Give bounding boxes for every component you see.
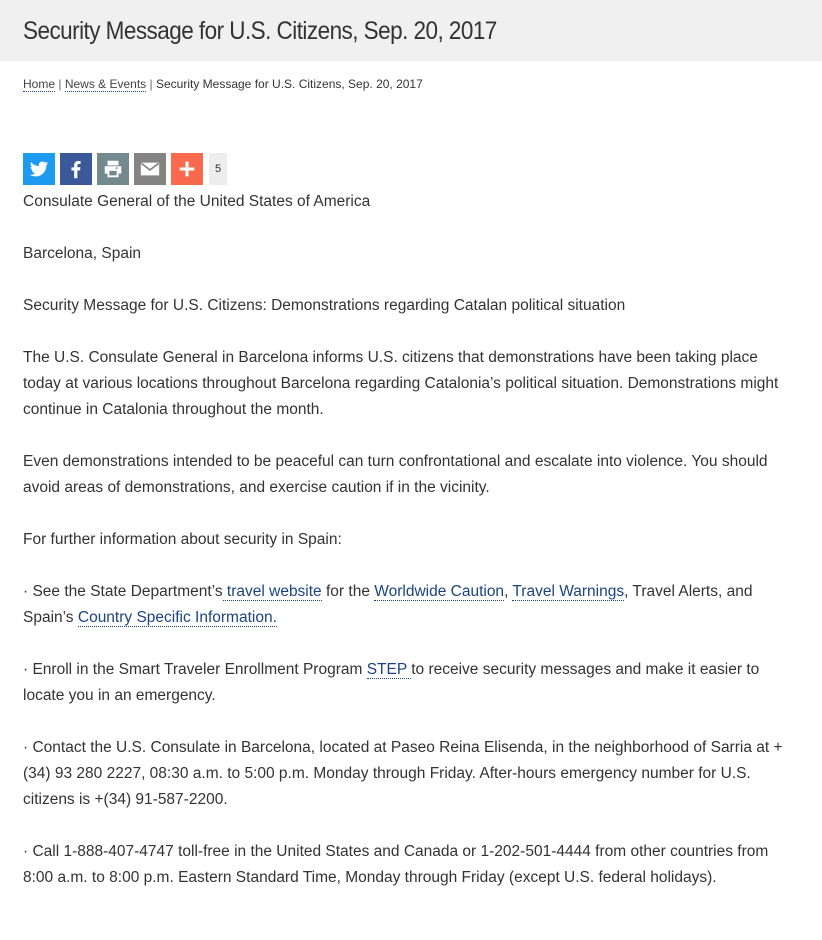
travel-website-link[interactable]: travel website — [222, 583, 322, 600]
paragraph: Barcelona, Spain — [23, 245, 142, 262]
paragraph: · Call 1-888-407-4747 toll-free in the United States and Canada or 1-202-501-4444 from other countries from 8:00 a.m. to 8:00 p.m. Eastern Standard Time, Monday through Friday (except U.S. federal holidays). — [23, 843, 769, 886]
text: , — [504, 583, 513, 600]
addthis-share-button[interactable] — [171, 153, 203, 185]
breadcrumb — [23, 76, 423, 92]
breadcrumb-separator: | — [146, 77, 156, 91]
paragraph: For further information about security in Spain: — [23, 531, 342, 548]
title-bar — [0, 0, 822, 61]
facebook-share-button[interactable] — [60, 153, 92, 185]
breadcrumb-separator: | — [55, 77, 65, 91]
email-share-button[interactable] — [134, 153, 166, 185]
plus-icon — [176, 158, 198, 180]
breadcrumb-home-link[interactable]: Home — [23, 77, 56, 91]
paragraph: Security Message for U.S. Citizens: Demonstrations regarding Catalan political situation — [23, 297, 626, 314]
paragraph: The U.S. Consulate General in Barcelona informs U.S. citizens that demonstrations have been taking place today at various locations throughout Barcelona regarding Catalonia’s political situation. Demonstrations might continue in Catalonia throughout the month. — [23, 349, 779, 418]
paragraph — [23, 657, 793, 709]
print-button[interactable] — [97, 153, 129, 185]
paragraph: Even demonstrations intended to be peaceful can turn confrontational and escalate into violence. You should avoid areas of demonstrations, and exercise caution if in the vicinity. — [23, 453, 768, 496]
share-count: 5 — [209, 153, 227, 185]
text: , Travel Alerts, and Spain’s — [23, 583, 753, 626]
country-specific-information-link[interactable]: Country Specific Information. — [77, 609, 277, 626]
paragraph: Consulate General of the United States of America — [23, 193, 371, 210]
page-title: Security Message for U.S. Citizens, Sep. 20, 2017 — [23, 17, 497, 45]
facebook-icon — [65, 158, 87, 180]
worldwide-caution-link[interactable]: Worldwide Caution — [374, 583, 505, 600]
breadcrumb-news-link[interactable]: News & Events — [64, 77, 147, 91]
paragraph — [23, 579, 793, 631]
breadcrumb-current: Security Message for U.S. Citizens, Sep. 20, 2017 — [155, 77, 423, 91]
step-link[interactable]: STEP — [366, 661, 412, 678]
print-icon — [102, 158, 124, 180]
twitter-share-button[interactable] — [23, 153, 55, 185]
article-body — [23, 189, 793, 917]
text: · See the State Department’s — [23, 583, 223, 600]
twitter-icon — [28, 158, 50, 180]
text: · Enroll in the Smart Traveler Enrollment Program — [23, 661, 367, 678]
paragraph: · Contact the U.S. Consulate in Barcelona, located at Paseo Reina Elisenda, in the neighborhood of Sarria at + (34) 93 280 2227, 08:30 a.m. to 5:00 p.m. Monday through Friday. After-hours emergency number for U.S. citizens is +(34) 91-587-2200. — [23, 739, 783, 808]
share-toolbar — [23, 153, 227, 185]
travel-warnings-link[interactable]: Travel Warnings — [512, 583, 625, 600]
email-icon — [139, 158, 161, 180]
text: for the — [321, 583, 375, 600]
text: to receive security messages and make it easier to locate you in an emergency. — [23, 661, 760, 704]
